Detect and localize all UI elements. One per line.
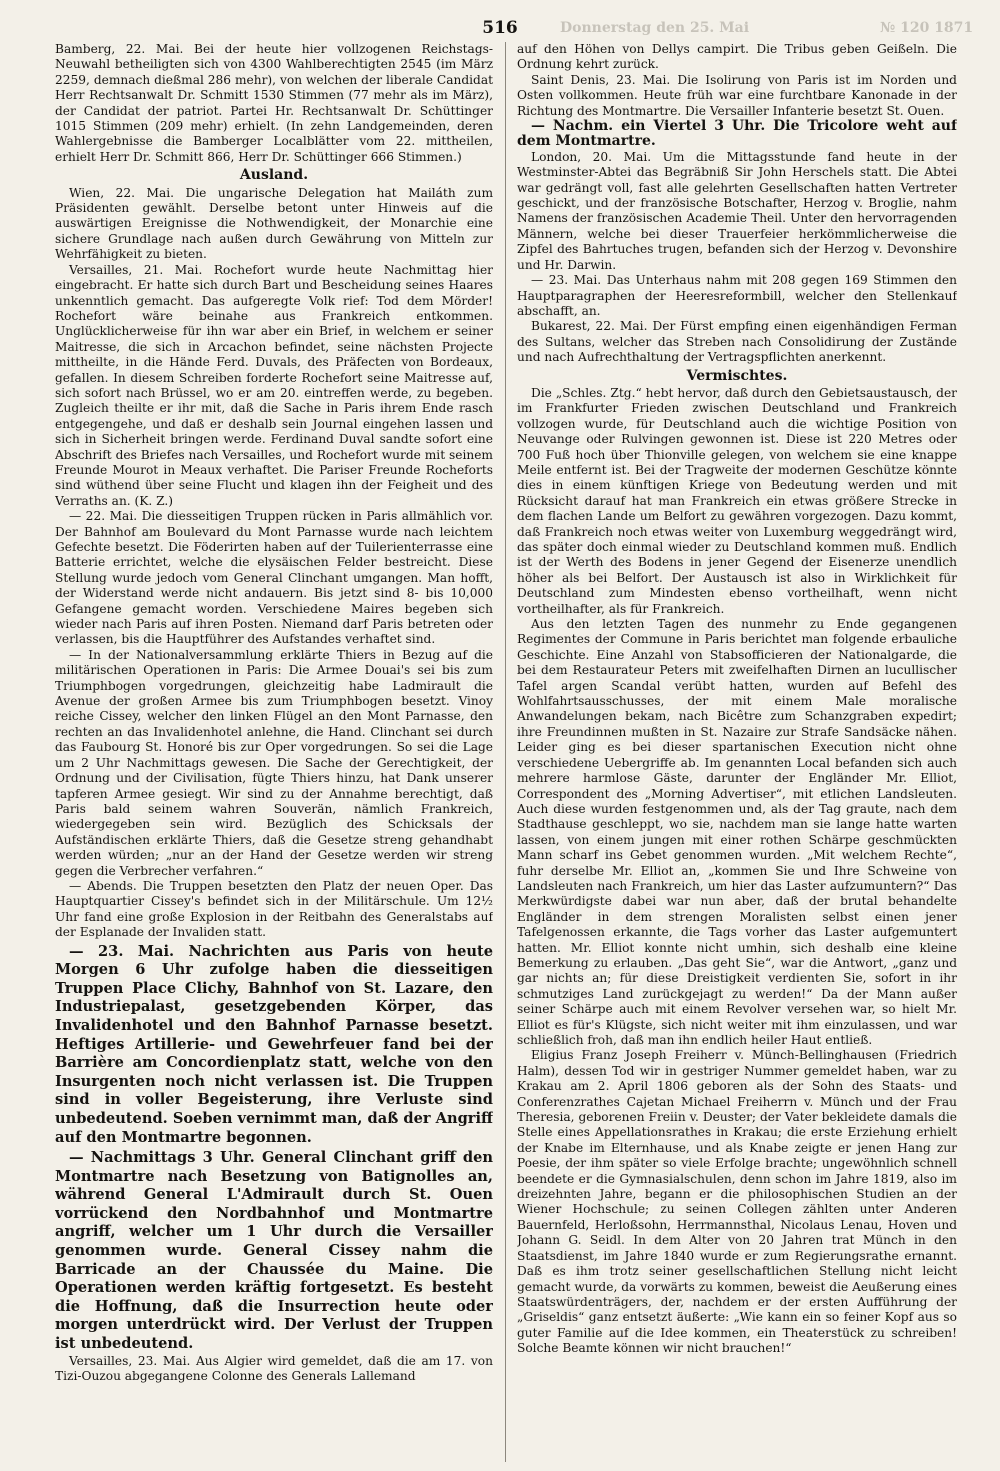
- article-abends: — Abends. Die Truppen besetzten den Platz der neuen Oper. Das Hauptquartier Cissey's befindet sich in der Militärschule. Um 12½ Uhr fand eine große Explosion in der Reitbahn des Generalstabs auf der Esplanade der Invaliden statt.: [55, 878, 493, 940]
- article-commune-geschichte: Aus den letzten Tagen des nunmehr zu Ende gegangenen Regimentes der Commune in Paris berichtet man folgende erbauliche Geschichte. Eine Anzahl von Stabsofficieren der Nationalgarde, die bei dem Restaurateur Peters mit zweifelhaften Dirnen an lucullischer Tafel argen Scandal verübt hatten, wurden auf Befehl des Wohlfahrtsausschusses, der mit einem Male moralische Anwandelungen bekam, nach Bicêtre zum Schanzgraben expedirt; ihre Freundinnen mußten in St. Nazaire zur Strafe Sandsäcke nähen. Leider ging es bei dieser spartanischen Execution nicht ohne verschiedene Uebergriffe ab. Im genannten Local befanden sich auch mehrere harmlose Gäste, darunter der Engländer Mr. Elliot, Correspondent des „Morning Advertiser“, mit etlichen Landsleuten. Auch diese wurden festgenommen und, als der Tag graute, nach dem Stadthause geschleppt, wo sie, nachdem man sie lange hatte warten lassen, von einem jungen mit einer rothen Schärpe geschmückten Mann scharf ins Gebet genommen wurden. „Mit welchem Rechte“, fuhr derselbe Mr. Elliot an, „kommen Sie und Ihre Schweine von Landsleuten nach Frankreich, um hier das Laster aufzumuntern?“ Das Merkwürdigste dabei war nun aber, daß der brutal behandelte Engländer in dem strengen Moralisten selbst einen jener Tafelgenossen erkannte, die Tags vorher das Laster aufgemuntert hatten. Mr. Elliot konnte nicht umhin, sich deshalb eine kleine Bemerkung zu erlauben. „Das geht Sie“, war die Antwort, „ganz und gar nichts an; für diese Dreistigkeit verdienten Sie, sofort in ihr schmutziges Land zurückgejagt zu werden!“ Da der Mann außer seiner Schärpe auch mit einem Revolver versehen war, so hielt Mr. Elliot es für's Klügste, sich nicht weiter mit ihm einzulassen, und war schließlich froh, daß man ihn endlich heiler Haut entließ.: [517, 617, 957, 1047]
- article-saint-denis: Saint Denis, 23. Mai. Die Isolirung von Paris ist im Norden und Osten vollkommen. Heute früh war eine furchtbare Kanonade in der Richtung des Montmartre. Die Versailler Infanterie besetzt St. Ouen.: [517, 72, 957, 118]
- page-number: 516: [482, 18, 518, 38]
- article-london: London, 20. Mai. Um die Mittagsstunde fand heute in der Westminster-Abtei das Begräbniß Sir John Herschels statt. Die Abtei war gedrängt voll, fast alle gelehrten Gesellschaften hatten Vertreter geschickt, und der französische Botschafter, Herzog v. Broglie, nahm Namens der französischen Academie Theil. Unter den hervorragenden Männern, welche bei dieser Trauerfeier herkömmlicherweise die Zipfel des Bahrtuches trugen, befanden sich der Herzog v. Devonshire und Hr. Darwin.: [517, 149, 957, 272]
- article-bukarest: Bukarest, 22. Mai. Der Fürst empfing einen eigenhändigen Ferman des Sultans, welcher das Streben nach Consolidirung der Zustände und nach Aufrechthaltung der Vertragspflichten anerkennt.: [517, 319, 957, 365]
- article-schles-ztg: Die „Schles. Ztg.“ hebt hervor, daß durch den Gebietsaustausch, der im Frankfurter Frieden zwischen Deutschland und Frankreich vollzogen wurde, für Deutschland auch die wichtige Position von Neuvange oder Rulvingen gewonnen ist. Diese ist 220 Metres oder 700 Fuß hoch über Thionville gelegen, von welchem sie eine knappe Meile entfernt ist. Bei der Tragweite der modernen Geschütze könnte dies in einem künftigen Kriege von Bedeutung werden und mit Rücksicht darauf hat man Frankreich ein etwas größere Strecke in dem flachen Lande um Belfort zu gewähren vorgezogen. Dazu kommt, daß Frankreich noch etwas weiter von Luxemburg weggedrängt wird, das später doch einmal wieder zu Deutschland kommen muß. Endlich ist der Werth des Bodens in jener Gegend der Eisenerze unendlich höher als bei Belfort. Der Austausch ist also in Wirklichkeit für Deutschland zum Mindesten ebenso vortheilhaft, wenn nicht vortheilhafter, als für Frankreich.: [517, 385, 957, 616]
- bleed-through-text-left: Donnerstag den 25. Mai: [560, 20, 750, 36]
- right-column: [517, 42, 957, 1462]
- section-heading-vermischtes: Vermischtes.: [686, 367, 788, 384]
- section-heading-ausland: Ausland.: [239, 167, 309, 184]
- article-versailles-algier: Versailles, 23. Mai. Aus Algier wird gemeldet, daß die am 17. von Tizi-Ouzou abgegangene Colonne des Generals Lallemand: [55, 1353, 493, 1384]
- article-dellys-continued: auf den Höhen von Dellys campirt. Die Tribus geben Geißeln. Die Ordnung kehrt zurück.: [517, 42, 957, 72]
- column-divider: [505, 42, 506, 1462]
- article-wien: Wien, 22. Mai. Die ungarische Delegation hat Mailáth zum Präsidenten gewählt. Derselbe betont unter Hinweis auf die auswärtigen Ereignisse die Nothwendigkeit, der Monarchie eine sichere Grundlage nach außen durch Gewährung von Mitteln zur Wehrfähigkeit zu bieten.: [55, 185, 493, 262]
- article-muench-bellinghausen: Eligius Franz Joseph Freiherr v. Münch-Bellinghausen (Friedrich Halm), dessen Tod wir in gestriger Nummer gemeldet haben, war zu Krakau am 2. April 1806 geboren als der Sohn des Staats- und Conferenzrathes Cajetan Michael Freiherrn v. Münch und der Frau Theresia, geborenen Freiin v. Deuster; der Vater bekleidete damals die Stelle eines Appellationsrathes in Krakau; die erste Erziehung erhielt der Knabe im Elternhause, und als Knabe zeigte er jenen Hang zur Poesie, der ihm später so viele Erfolge brachte; ungewöhnlich schnell beendete er die Gymnasialschulen, denn schon im Jahre 1819, also im dreizehnten Jahre, begann er die philosophischen Studien an der Wiener Hochschule; zu seinen Collegen zählten unter Anderen Bauernfeld, Herloßsohn, Herrmannsthal, Nicolaus Lenau, Hoven und Johann G. Seidl. In dem Alter von 20 Jahren trat Münch in den Staatsdienst, im Jahre 1840 wurde er zum Regierungsrathe ernannt. Daß es ihm trotz seiner gesellschaftlichen Stellung nicht leicht gemacht wurde, da vorwärts zu kommen, beweist die Aeußerung eines Staatswürdenträgers, der, nachdem er der ersten Aufführung der „Griseldis“ ganz entsetzt äußerte: „Wie kann ein so feiner Kopf aus so guter Familie auf die Idee kommen, ein Theaterstück zu schreiben! Solche Beamte können wir nicht brauchen!“: [517, 1048, 957, 1356]
- article-versailles-rochefort: Versailles, 21. Mai. Rochefort wurde heute Nachmittag hier eingebracht. Er hatte sich durch Bart und Bescheidung seines Haares unkenntlich gemacht. Das aufgeregte Volk rief: Tod dem Mörder! Rochefort wäre beinahe aus Frankreich entkommen. Unglücklicherweise für ihn war aber ein Brief, in welchem er seiner Maitresse, die sich in Arcachon befindet, seine nächsten Projecte mittheilte, in die Hände Ferd. Duvals, des Präfecten von Bordeaux, gefallen. In diesem Schreiben forderte Rochefort seine Maitresse auf, sich sofort nach Brüssel, wo er am 20. eintreffen werde, zu begeben. Zugleich theilte er ihr mit, daß die Sache in Paris ihrem Ende rasch entgegengehe, und daß er deshalb sein Journal eingehen lassen und sich in Sicherheit bringen werde. Ferdinand Duval sandte sofort eine Abschrift des Briefes nach Versailles, und Rochefort wurde mit seinem Freunde Mourot in Meaux verhaftet. Die Pariser Freunde Rocheforts sind wüthend über seine Flucht und klagen ihn der Feigheit und des Verraths an. (K. Z.): [55, 262, 493, 508]
- article-unterhaus: — 23. Mai. Das Unterhaus nahm mit 208 gegen 169 Stimmen den Hauptparagraphen der Heeresreformbill, welcher den Stellenkauf abschafft, an.: [517, 273, 957, 318]
- article-tricolore-bold: — Nachm. ein Viertel 3 Uhr. Die Tricolore weht auf dem Montmartre.: [517, 118, 957, 150]
- left-column: [55, 42, 493, 1462]
- bleed-through-text-right: № 120 1871: [880, 20, 974, 36]
- article-nationalversammlung: — In der Nationalversammlung erklärte Thiers in Bezug auf die militärischen Operationen in Paris: Die Armee Douai's sei bis zum Triumphbogen vorgedrungen, gleichzeitig habe Ladmirault die Avenue der großen Armee bis zum Triumphbogen besetzt. Vinoy reiche Cissey, welcher den linken Flügel an den Mont Parnasse, den rechten an das Invalidenhotel anlehne, die Hand. Clinchant sei durch das Faubourg St. Honoré bis zur Oper vorgedrungen. So sei die Lage um 2 Uhr Nachmittags gewesen. Die Sache der Gerechtigkeit, der Ordnung und der Civilisation, fügte Thiers hinzu, hat Dank unserer tapferen Armee gesiegt. Wir sind zu der Annahme berechtigt, daß Paris bald seinem wahren Souverän, nämlich Frankreich, wiedergegeben sein wird. Bezüglich des Schicksals der Aufständischen erklärte Thiers, daß die Gesetze streng gehandhabt werden würden; „nur an der Hand der Gesetze werden wir streng gegen die Verbrecher verfahren.“: [55, 647, 493, 878]
- article-23-mai-bold: — 23. Mai. Nachrichten aus Paris von heute Morgen 6 Uhr zufolge haben die diesseitigen Truppen Place Clichy, Bahnhof von St. Lazare, den Industriepalast, gesetzgebenden Körper, das Invalidenhotel und den Bahnhof Parnasse besetzt. Heftiges Artillerie- und Gewehrfeuer fand bei der Barrière am Concordienplatz statt, welche von den Insurgenten noch nicht verlassen ist. Die Truppen sind in voller Begeisterung, ihre Verluste sind unbedeutend. Soeben vernimmt man, daß der Angriff auf den Montmartre begonnen.: [55, 942, 493, 1146]
- article-bamberg: Bamberg, 22. Mai. Bei der heute hier vollzogenen Reichstags-Neuwahl betheiligten sich von 4300 Wahlberechtigten 2545 (im März 2259, demnach dießmal 286 mehr), von welchen der liberale Candidat Herr Rechtsanwalt Dr. Schmitt 1530 Stimmen (77 mehr als im März), der Candidat der patriot. Partei Hr. Rechtsanwalt Dr. Schüttinger 1015 Stimmen (209 mehr) erhielt. (In zehn Landgemeinden, deren Wahlergebnisse die Bamberger Localblätter vom 22. mittheilen, erhielt Herr Dr. Schmitt 866, Herr Dr. Schüttinger 666 Stimmen.): [55, 42, 493, 164]
- article-nachmittags-bold: — Nachmittags 3 Uhr. General Clinchant griff den Montmartre nach Besetzung von Batignolles an, während General L'Admirault durch St. Ouen vorrückend den Nordbahnhof und Montmartre angriff, welcher um 1 Uhr durch die Versailler genommen wurde. General Cissey nahm die Barricade an der Chaussée du Maine. Die Operationen werden kräftig fortgesetzt. Es besteht die Hoffnung, daß die Insurrection heute oder morgen unterdrückt wird. Der Verlust der Truppen ist unbedeutend.: [55, 1149, 493, 1353]
- article-22-mai: — 22. Mai. Die diesseitigen Truppen rücken in Paris allmählich vor. Der Bahnhof am Boulevard du Mont Parnasse wurde nach leichtem Gefechte besetzt. Die Föderirten haben auf der Tuilerienterrasse eine Batterie errichtet, welche die elysäischen Felder bestreicht. Diese Stellung wurde jedoch vom General Clinchant umgangen. Man hofft, der Widerstand werde nicht andauern. Bis jetzt sind 8- bis 10,000 Gefangene gemacht worden. Verschiedene Maires begeben sich wieder nach Paris auf ihren Posten. Niemand darf Paris betreten oder verlassen, bis die Hauptführer des Aufstandes verhaftet sind.: [55, 509, 493, 647]
